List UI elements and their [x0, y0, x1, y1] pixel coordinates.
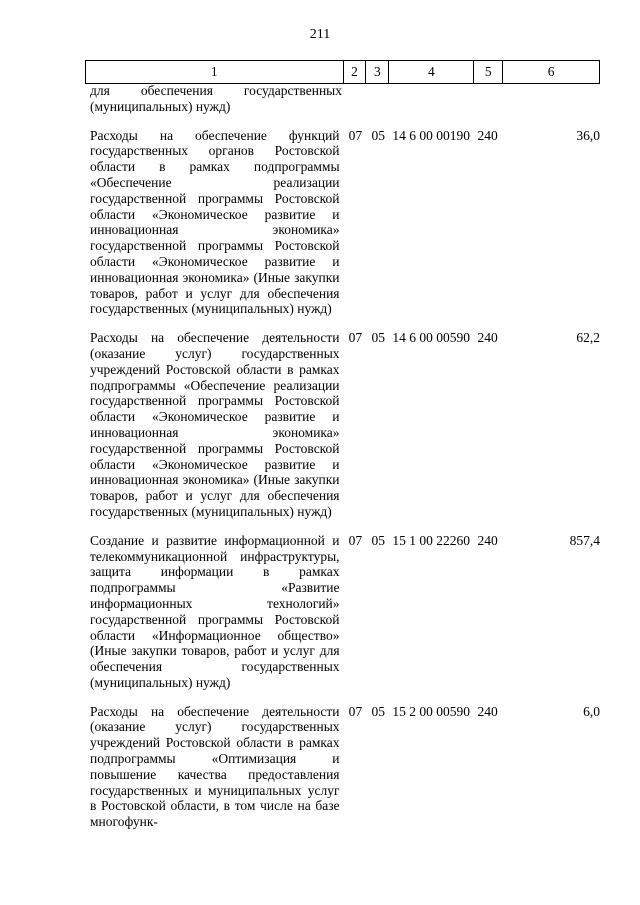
table-row [85, 128, 600, 318]
row-description: Расходы на обеспечение деятельности (оказание услуг) государственных учреждений Ростовской области в рамках подпрограммы «Обеспечение реализации государственной программы Ростовской области «Экономическое развитие и инновационная экономика» государственной программы Ростовской области «Экономическое развитие и инновационная экономика» (Иные закупки товаров, работ и услуг для обеспечения государственных (муниципальных) нужд) [90, 330, 340, 519]
row-description: Создание и развитие информационной и телекоммуникационной инфраструктуры, защита информации в рамках подпрограммы «Развитие информационных технологий» государственной программы Ростовской области «Информационное общество» (Иные закупки товаров, работ и услуг для обеспечения государственных (муниципальных) нужд) [90, 532, 340, 690]
row-amount: 62,2 [576, 330, 600, 346]
row-section: 07 [348, 330, 363, 346]
row-expense-type: 240 [477, 330, 498, 346]
row-expense-type: 240 [477, 532, 498, 548]
row-subsection: 05 [371, 532, 385, 548]
row-expense-type: 240 [477, 127, 498, 143]
page-number: 211 [309, 27, 331, 42]
table-header [85, 60, 600, 84]
row-amount: 36,0 [576, 127, 600, 143]
row-expense-type: 240 [477, 703, 498, 719]
budget-table [85, 60, 600, 830]
row-subsection: 05 [371, 127, 385, 143]
table-row [85, 83, 600, 115]
row-amount: 857,4 [569, 532, 600, 548]
header-col-6: 6 [503, 61, 600, 83]
header-col-1: 1 [86, 61, 344, 83]
row-target-code: 14 6 00 00590 [392, 330, 470, 346]
table-row [85, 533, 600, 691]
table-row [85, 330, 600, 520]
row-description: для обеспечения государственных (муниципальных) нужд) [90, 83, 342, 114]
header-col-5: 5 [474, 61, 503, 83]
row-target-code: 15 1 00 22260 [392, 532, 470, 548]
row-amount: 6,0 [583, 703, 600, 719]
header-col-3: 3 [366, 61, 389, 83]
row-subsection: 05 [371, 703, 385, 719]
table-row [85, 704, 600, 830]
header-col-2: 2 [344, 61, 367, 83]
row-target-code: 14 6 00 00190 [392, 127, 470, 143]
row-section: 07 [348, 532, 363, 548]
row-description: Расходы на обеспечение функций государственных органов Ростовской области в рамках подпрограммы «Обеспечение реализации государственной программы Ростовской области «Экономическое развитие и инновационная экономика» государственной программы Ростовской области «Экономическое развитие и инновационная экономика» (Иные закупки товаров, работ и услуг для обеспечения государственных (муниципальных) нужд) [90, 127, 340, 317]
row-section: 07 [348, 703, 363, 719]
row-section: 07 [348, 127, 363, 143]
row-subsection: 05 [371, 330, 385, 346]
row-description: Расходы на обеспечение деятельности (оказание услуг) государственных учреждений Ростовской области в рамках подпрограммы «Оптимизация и повышение качества предоставления государственных и муниципальных услуг в Ростовской области, в том числе на базе многофунк- [90, 703, 340, 830]
row-target-code: 15 2 00 00590 [392, 703, 470, 719]
header-col-4: 4 [389, 61, 474, 83]
